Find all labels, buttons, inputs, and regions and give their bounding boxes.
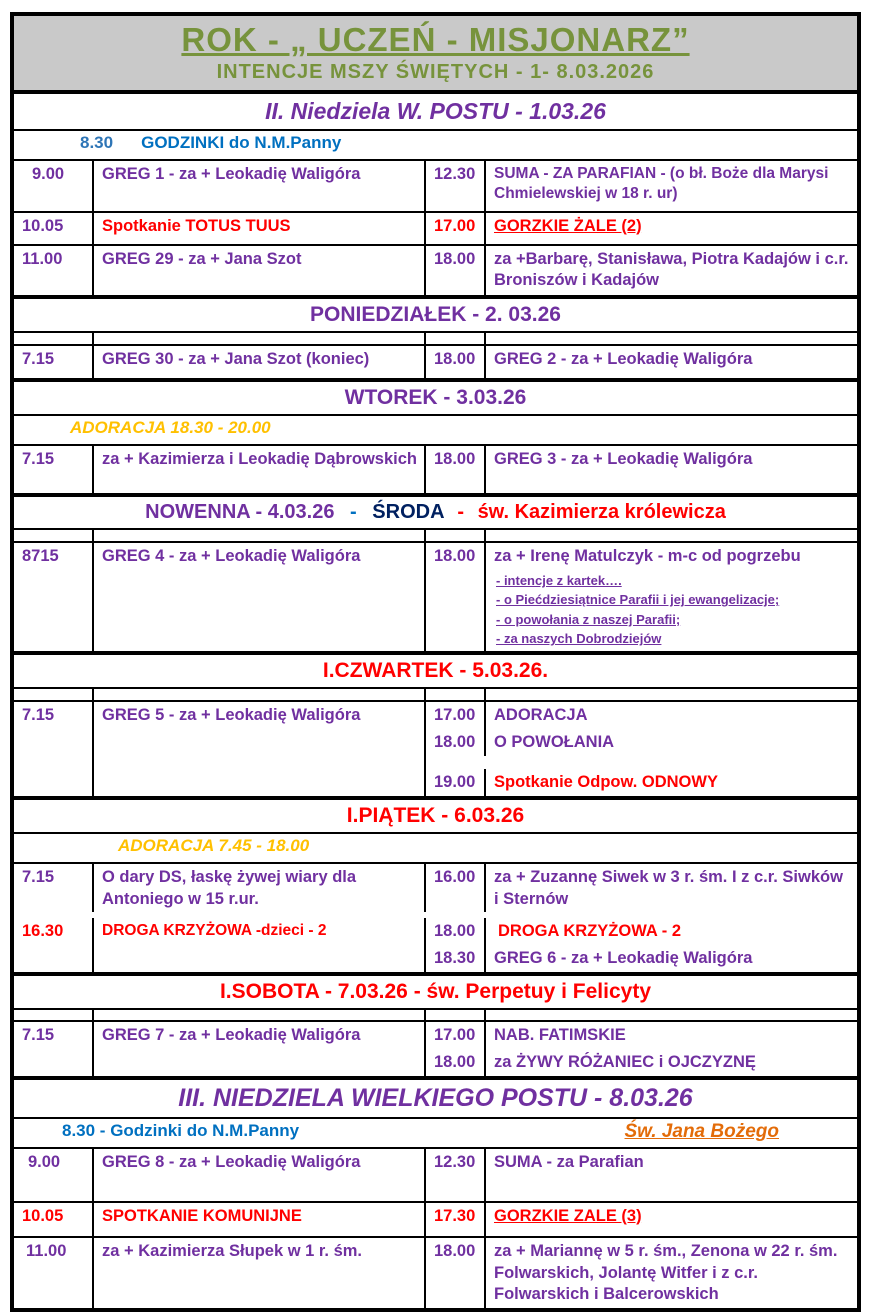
row-right <box>426 161 857 211</box>
table-row <box>14 444 857 493</box>
time-cell: 7.15 <box>14 446 94 493</box>
intention-cell: NAB. FATIMSKIE <box>494 1026 626 1045</box>
intention-cell: za +Barbarę, Stanisława, Piotra Kadajów i c.r. Broniszów i Kadajów <box>494 249 849 290</box>
time-cell: 12.30 <box>426 1149 486 1201</box>
table-row <box>14 1236 857 1308</box>
entry <box>14 446 426 493</box>
entry <box>14 702 426 795</box>
row-right <box>426 213 857 244</box>
weekday-label: ŚRODA <box>372 501 444 524</box>
intention-cell: O POWOŁANIA <box>494 732 615 751</box>
row-right <box>426 1149 857 1201</box>
saint-label: Św. Jana Bożego <box>624 1120 779 1142</box>
time-cell: 18.30 <box>426 945 486 972</box>
intention-cell: Spotkanie TOTUS TUUS <box>94 213 426 244</box>
table-row <box>14 1147 857 1201</box>
entry <box>426 1203 857 1236</box>
entry <box>426 161 857 211</box>
intention-cell: GREG 30 - za + Jana Szot (koniec) <box>94 346 426 378</box>
intention-cell: DROGA KRZYŻOWA -dzieci - 2 <box>94 918 426 972</box>
entry <box>426 729 857 756</box>
row-right <box>426 446 857 493</box>
time-cell: 18.00 <box>426 1049 486 1076</box>
time-cell: 18.00 <box>426 729 486 756</box>
saturday-title: I.SOBOTA - 7.03.26 - św. Perpetuy i Felicyty <box>219 979 652 1003</box>
entry <box>426 769 857 796</box>
time-cell: 12.30 <box>426 161 486 211</box>
row-right <box>426 702 857 795</box>
godzinki-text: GODZINKI do N.M.Panny <box>141 132 342 152</box>
godzinki-time: 8.30 <box>80 132 114 152</box>
time-cell: 9.00 <box>14 1149 94 1201</box>
table-row <box>14 541 857 651</box>
time-cell: 17.00 <box>426 1022 486 1049</box>
row-left <box>14 1238 426 1308</box>
entry <box>14 1238 426 1308</box>
time-cell: 18.00 <box>426 918 486 945</box>
time-cell: 18.00 <box>426 446 486 493</box>
table-row <box>14 1020 857 1076</box>
sub-intention: - o powołania z naszej Parafii; <box>496 611 681 627</box>
spacer-row <box>14 1008 857 1020</box>
time-cell: 18.00 <box>426 246 486 295</box>
intention-sublist <box>486 570 857 651</box>
saint-label: św. Kazimierza królewicza <box>477 501 726 524</box>
spacer-row <box>14 331 857 344</box>
intention-main: za + Irenę Matulczyk - m-c od pogrzebu <box>494 547 801 566</box>
row-left <box>14 346 426 378</box>
section-monday <box>14 295 857 378</box>
entry <box>426 1022 857 1049</box>
intention-cell: GREG 6 - za + Leokadię Waligóra <box>494 949 753 968</box>
entry <box>426 543 857 651</box>
row-left <box>14 246 426 295</box>
time-cell: 17.00 <box>426 213 486 244</box>
wednesday-title <box>14 497 857 528</box>
thursday-title: I.CZWARTEK - 5.03.26. <box>322 658 549 682</box>
intention-cell: DROGA KRZYŻOWA - 2 <box>498 922 682 941</box>
intention-cell: O dary DS, łaskę żywej wiary dla Antoniego w 15 r.ur. <box>94 864 426 913</box>
spacer-row <box>14 528 857 541</box>
entry <box>14 543 426 651</box>
masthead <box>14 16 857 90</box>
row-left <box>14 161 426 211</box>
intention-cell: za + Kazimierza i Leokadię Dąbrowskich <box>94 446 426 493</box>
entry <box>426 702 857 729</box>
time-cell: 7.15 <box>14 346 94 378</box>
schedule-sheet <box>10 12 861 1312</box>
intention-cell: GREG 29 - za + Jana Szot <box>94 246 426 295</box>
table-row <box>14 700 857 795</box>
intention-cell: za + Mariannę w 5 r. śm., Zenona w 22 r. śm. Folwarskich, Jolantę Witfer i z c.r. Folwarskich i Balcerowskich <box>494 1241 838 1304</box>
time-cell: 17.00 <box>426 702 486 729</box>
intention-cell: Spotkanie Odpow. ODNOWY <box>494 772 718 791</box>
entry <box>426 918 857 945</box>
time-cell: 9.00 <box>14 161 94 211</box>
section-wednesday <box>14 493 857 651</box>
section-sunday1 <box>14 90 857 295</box>
intention-cell: ADORACJA <box>494 706 588 725</box>
table-row <box>14 211 857 244</box>
nowenna-label: NOWENNA - 4.03.26 <box>145 501 335 524</box>
intention-cell: SPOTKANIE KOMUNIJNE <box>94 1203 426 1236</box>
section-saturday <box>14 972 857 1076</box>
sub-intention: - za naszych Dobrodziejów <box>496 631 662 647</box>
time-cell: 18.00 <box>426 346 486 378</box>
entry <box>426 346 857 378</box>
intention-cell: SUMA - ZA PARAFIAN - (o bł. Boże dla Marysi Chmielewskiej w 18 r. ur) <box>494 164 829 203</box>
row-left <box>14 1149 426 1201</box>
time-cell: 16.30 <box>14 918 94 972</box>
entry <box>14 246 426 295</box>
entry <box>14 864 426 913</box>
entry <box>14 213 426 244</box>
entry <box>14 346 426 378</box>
entry <box>426 246 857 295</box>
row-right <box>426 346 857 378</box>
row-left <box>14 702 426 795</box>
row-left <box>14 1022 426 1076</box>
time-cell: 8715 <box>14 543 94 651</box>
row-right <box>426 543 857 651</box>
monday-title: PONIEDZIAŁEK - 2. 03.26 <box>310 302 561 326</box>
table-row <box>14 159 857 211</box>
intention-cell: SUMA - za Parafian <box>494 1152 644 1171</box>
entry <box>426 1238 857 1308</box>
section-sunday3 <box>14 1076 857 1309</box>
entry <box>426 864 857 913</box>
entry <box>14 161 426 211</box>
intention-cell: GORZKIE ŻALE (2) <box>494 216 642 235</box>
row-left <box>14 1203 426 1236</box>
time-cell: 19.00 <box>426 769 486 796</box>
adoracja-label: ADORACJA 18.30 - 20.00 <box>70 418 271 438</box>
tuesday-adoracja-row <box>14 414 857 444</box>
time-cell: 18.00 <box>426 1238 486 1308</box>
intention-cell: GREG 2 - za + Leokadię Waligóra <box>494 349 753 368</box>
table-row <box>14 344 857 378</box>
time-cell: 17.30 <box>426 1203 486 1236</box>
intention-cell: za ŻYWY RÓŻANIEC i OJCZYZNĘ <box>494 1052 756 1071</box>
intention-cell: GREG 7 - za + Leokadię Waligóra <box>94 1022 426 1076</box>
sunday1-godzinki-row <box>14 129 857 159</box>
masthead-title: ROK - „ UCZEŃ - MISJONARZ” <box>181 21 690 58</box>
table-row <box>14 244 857 295</box>
masthead-subtitle: INTENCJE MSZY ŚWIĘTYCH - 1- 8.03.2026 <box>216 60 655 83</box>
row-left <box>14 213 426 244</box>
intention-cell: GREG 3 - za + Leokadię Waligóra <box>494 450 753 469</box>
sub-intention: - intencje z kartek…. <box>496 572 622 588</box>
row-left <box>14 543 426 651</box>
intention-cell: GREG 4 - za + Leokadię Waligóra <box>94 543 426 651</box>
entry <box>426 446 857 493</box>
sunday3-godzinki-row <box>14 1117 857 1147</box>
row-left <box>14 446 426 493</box>
intention-cell <box>486 543 857 651</box>
entry <box>14 1022 426 1076</box>
section-tuesday <box>14 378 857 493</box>
friday-adoracja-row <box>14 832 857 862</box>
section-friday <box>14 796 857 972</box>
intention-cell: GREG 5 - za + Leokadię Waligóra <box>94 702 426 795</box>
row-right <box>426 864 857 972</box>
time-cell: 10.05 <box>14 1203 94 1236</box>
row-left <box>14 864 426 972</box>
time-cell: 11.00 <box>14 246 94 295</box>
sunday3-title: III. NIEDZIELA WIELKIEGO POSTU - 8.03.26 <box>178 1083 693 1112</box>
table-row <box>14 1201 857 1236</box>
entry <box>426 945 857 972</box>
time-cell: 7.15 <box>14 864 94 913</box>
entry <box>14 918 426 972</box>
time-cell: 16.00 <box>426 864 486 913</box>
intention-cell: GREG 1 - za + Leokadię Waligóra <box>94 161 426 211</box>
godzinki-text: 8.30 - Godzinki do N.M.Panny <box>62 1120 300 1140</box>
sub-intention: - o Piećdziesiątnice Parafii i jej ewangelizacje; <box>496 592 780 608</box>
entry <box>426 1049 857 1076</box>
sunday1-title: II. Niedziela W. POSTU - 1.03.26 <box>265 97 606 124</box>
entry <box>14 1203 426 1236</box>
time-cell: 7.15 <box>14 702 94 795</box>
time-cell: 18.00 <box>426 543 486 651</box>
entry <box>426 1149 857 1201</box>
entry <box>426 213 857 244</box>
time-cell: 10.05 <box>14 213 94 244</box>
title-separator: - <box>457 501 464 524</box>
table-row <box>14 862 857 972</box>
intention-cell: za + Kazimierza Słupek w 1 r. śm. <box>94 1238 426 1308</box>
row-right <box>426 1203 857 1236</box>
time-cell: 11.00 <box>14 1238 94 1308</box>
title-separator: - <box>350 501 357 524</box>
spacer-row <box>14 687 857 700</box>
row-right <box>426 1022 857 1076</box>
row-right <box>426 246 857 295</box>
entry <box>14 1149 426 1201</box>
friday-title: I.PIĄTEK - 6.03.26 <box>346 803 525 827</box>
intention-cell: za + Zuzannę Siwek w 3 r. śm. I z c.r. Siwków i Sternów <box>494 867 843 908</box>
row-right <box>426 1238 857 1308</box>
intention-cell: GREG 8 - za + Leokadię Waligóra <box>94 1149 426 1201</box>
adoracja-label: ADORACJA 7.45 - 18.00 <box>118 835 310 855</box>
intention-cell: GORZKIE ZALE (3) <box>494 1206 642 1225</box>
time-cell: 7.15 <box>14 1022 94 1076</box>
tuesday-title: WTOREK - 3.03.26 <box>344 385 527 409</box>
section-thursday <box>14 651 857 796</box>
